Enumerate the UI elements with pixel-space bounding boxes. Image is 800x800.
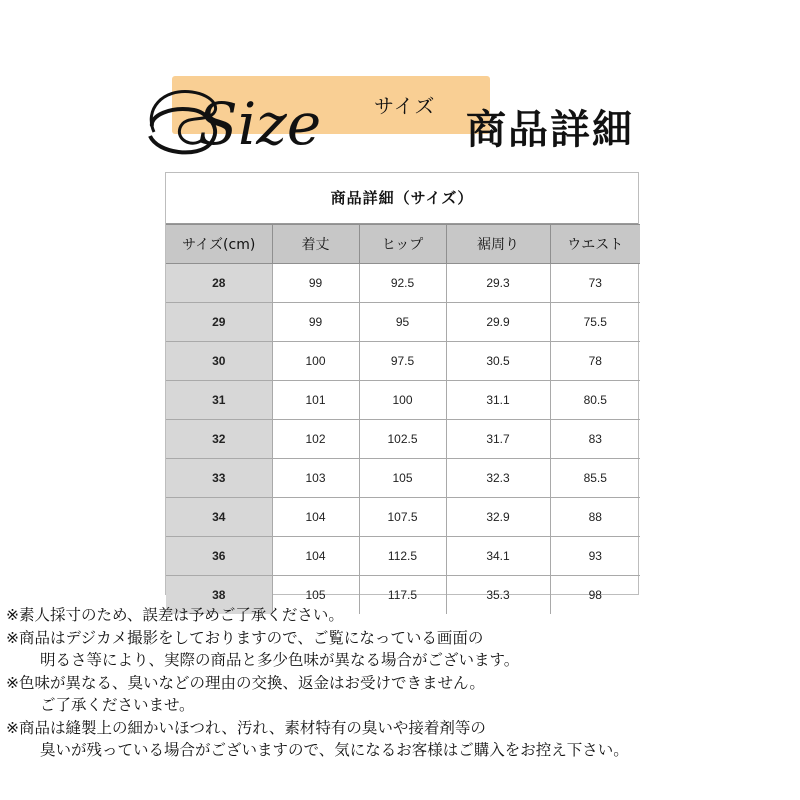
waist-cell: 88: [550, 498, 640, 537]
table-row: [166, 303, 640, 342]
size-kana-label: サイズ: [374, 94, 436, 118]
table-row: [166, 381, 640, 420]
hip-cell: 112.5: [359, 537, 446, 576]
length-cell: 104: [272, 498, 359, 537]
hem-cell: 31.7: [446, 420, 550, 459]
size-cell: 28: [166, 264, 272, 303]
waist-cell: 75.5: [550, 303, 640, 342]
note-line: 明るさ等により、実際の商品と多少色味が異なる場合がございます。: [40, 651, 520, 669]
waist-cell: 73: [550, 264, 640, 303]
hem-cell: 35.3: [446, 576, 550, 615]
hem-cell: 32.9: [446, 498, 550, 537]
table-row: [166, 498, 640, 537]
hip-cell: 105: [359, 459, 446, 498]
size-cell: 38: [166, 576, 272, 615]
note-line: 臭いが残っている場合がございますので、気になるお客様はご購入をお控え下さい。: [40, 741, 629, 759]
hip-cell: 100: [359, 381, 446, 420]
note-line: ※商品は縫製上の細かいほつれ、汚れ、素材特有の臭いや接着剤等の: [6, 718, 486, 737]
table-row: [166, 459, 640, 498]
size-cell: 33: [166, 459, 272, 498]
size-cell: 34: [166, 498, 272, 537]
length-cell: 103: [272, 459, 359, 498]
column-header-waist: ウエスト: [550, 225, 640, 264]
length-cell: 101: [272, 381, 359, 420]
column-header-size: サイズ(cm): [166, 225, 272, 264]
hip-cell: 95: [359, 303, 446, 342]
note-line: ご了承くださいませ。: [40, 696, 195, 714]
length-cell: 102: [272, 420, 359, 459]
table-row: [166, 537, 640, 576]
column-header-hem: 裾周り: [446, 225, 550, 264]
header-banner: [0, 0, 800, 165]
size-table: [165, 172, 639, 602]
length-cell: 99: [272, 264, 359, 303]
table-header-row: [166, 225, 640, 264]
note-line: ※色味が異なる、臭いなどの理由の交換、返金はお受けできません。: [6, 673, 485, 692]
length-cell: 100: [272, 342, 359, 381]
length-cell: 105: [272, 576, 359, 615]
hem-cell: 34.1: [446, 537, 550, 576]
note-line: ※商品はデジカメ撮影をしておりますので、ご覧になっている画面の: [6, 628, 484, 647]
size-cell: 30: [166, 342, 272, 381]
hip-cell: 102.5: [359, 420, 446, 459]
table-row: [166, 342, 640, 381]
size-chart-table: [166, 224, 640, 614]
column-header-hip: ヒップ: [359, 225, 446, 264]
waist-cell: 83: [550, 420, 640, 459]
hem-cell: 32.3: [446, 459, 550, 498]
table-row: [166, 264, 640, 303]
size-cell: 32: [166, 420, 272, 459]
waist-cell: 93: [550, 537, 640, 576]
hem-cell: 29.9: [446, 303, 550, 342]
table-row: [166, 420, 640, 459]
hip-cell: 107.5: [359, 498, 446, 537]
waist-cell: 98: [550, 576, 640, 615]
size-logo: [140, 58, 370, 168]
hem-cell: 29.3: [446, 264, 550, 303]
waist-cell: 78: [550, 342, 640, 381]
hip-cell: 117.5: [359, 576, 446, 615]
size-cell: 36: [166, 537, 272, 576]
column-header-length: 着丈: [272, 225, 359, 264]
note-line: ※素人採寸のため、誤差は予めご了承ください。: [6, 606, 344, 624]
page-title: 商品詳細: [466, 106, 634, 153]
length-cell: 104: [272, 537, 359, 576]
hip-cell: 97.5: [359, 342, 446, 381]
hem-cell: 30.5: [446, 342, 550, 381]
hem-cell: 31.1: [446, 381, 550, 420]
hip-cell: 92.5: [359, 264, 446, 303]
table-caption: 商品詳細（サイズ）: [166, 173, 638, 224]
length-cell: 99: [272, 303, 359, 342]
svg-text:Size: Size: [198, 90, 322, 158]
size-cell: 31: [166, 381, 272, 420]
disclaimer-notes: [6, 604, 796, 762]
waist-cell: 85.5: [550, 459, 640, 498]
size-cell: 29: [166, 303, 272, 342]
waist-cell: 80.5: [550, 381, 640, 420]
